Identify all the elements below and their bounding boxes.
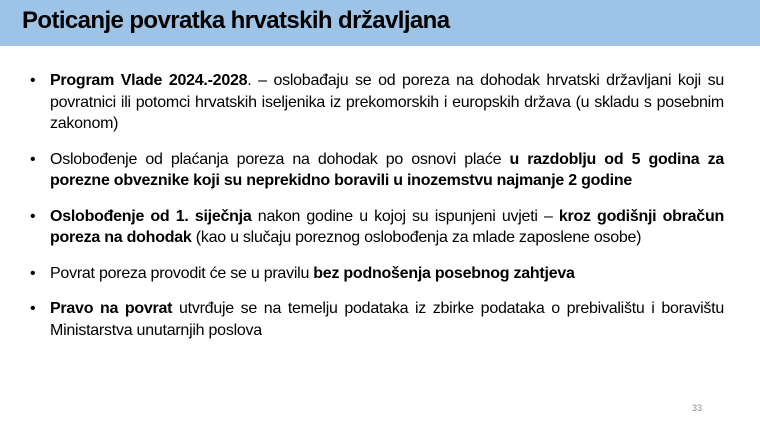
bullet-item bbox=[30, 263, 724, 285]
text: Oslobođenje od plaćanja poreza na dohodak po osnovi plaće bbox=[50, 150, 510, 168]
slide-header bbox=[0, 0, 760, 46]
text: (kao u slučaju poreznog oslobođenja za mlade zaposlene osobe) bbox=[191, 229, 642, 246]
bullet-icon: • bbox=[30, 207, 36, 225]
bold-text: Pravo na povrat bbox=[50, 300, 173, 317]
slide-title: Poticanje povratka hrvatskih državljana bbox=[22, 7, 450, 34]
bullet-item bbox=[30, 70, 724, 135]
bold-text: kroz godišnji obračun poreza na dohodak bbox=[50, 207, 725, 246]
bold-text: u razdoblju od 5 godina za porezne obveznike koji su neprekidno boravili u inozemstvu najmanje 2 godine bbox=[50, 150, 725, 189]
text: Povrat poreza provodit će se u pravilu bbox=[50, 264, 314, 282]
text: . – oslobađaju se od poreza na dohodak hrvatski državljani koji su povratnici ili potomci hrvatskih iseljenika iz prekomorskih i europskih država (u skladu s posebnim zakonom) bbox=[50, 72, 724, 132]
bold-text: Oslobođenje od 1. siječnja bbox=[50, 207, 252, 225]
text: nakon godine u kojoj su ispunjeni uvjeti – bbox=[251, 207, 559, 225]
bullet-item bbox=[30, 149, 724, 192]
bullet-list bbox=[30, 70, 724, 355]
bullet-icon: • bbox=[30, 72, 36, 89]
bullet-icon: • bbox=[30, 264, 36, 282]
bullet-item bbox=[30, 298, 724, 341]
page-number: 33 bbox=[692, 403, 703, 413]
bold-text: bez podnošenja posebnog zahtjeva bbox=[313, 264, 575, 282]
bullet-icon: • bbox=[30, 300, 36, 317]
text: utvrđuje se na temelju podataka iz zbirke podataka o prebivalištu i boravištu Ministarstva unutarnjih poslova bbox=[50, 300, 724, 339]
bullet-item bbox=[30, 206, 724, 249]
bullet-icon: • bbox=[30, 150, 36, 168]
bold-text: Program Vlade 2024.-2028 bbox=[50, 72, 248, 89]
